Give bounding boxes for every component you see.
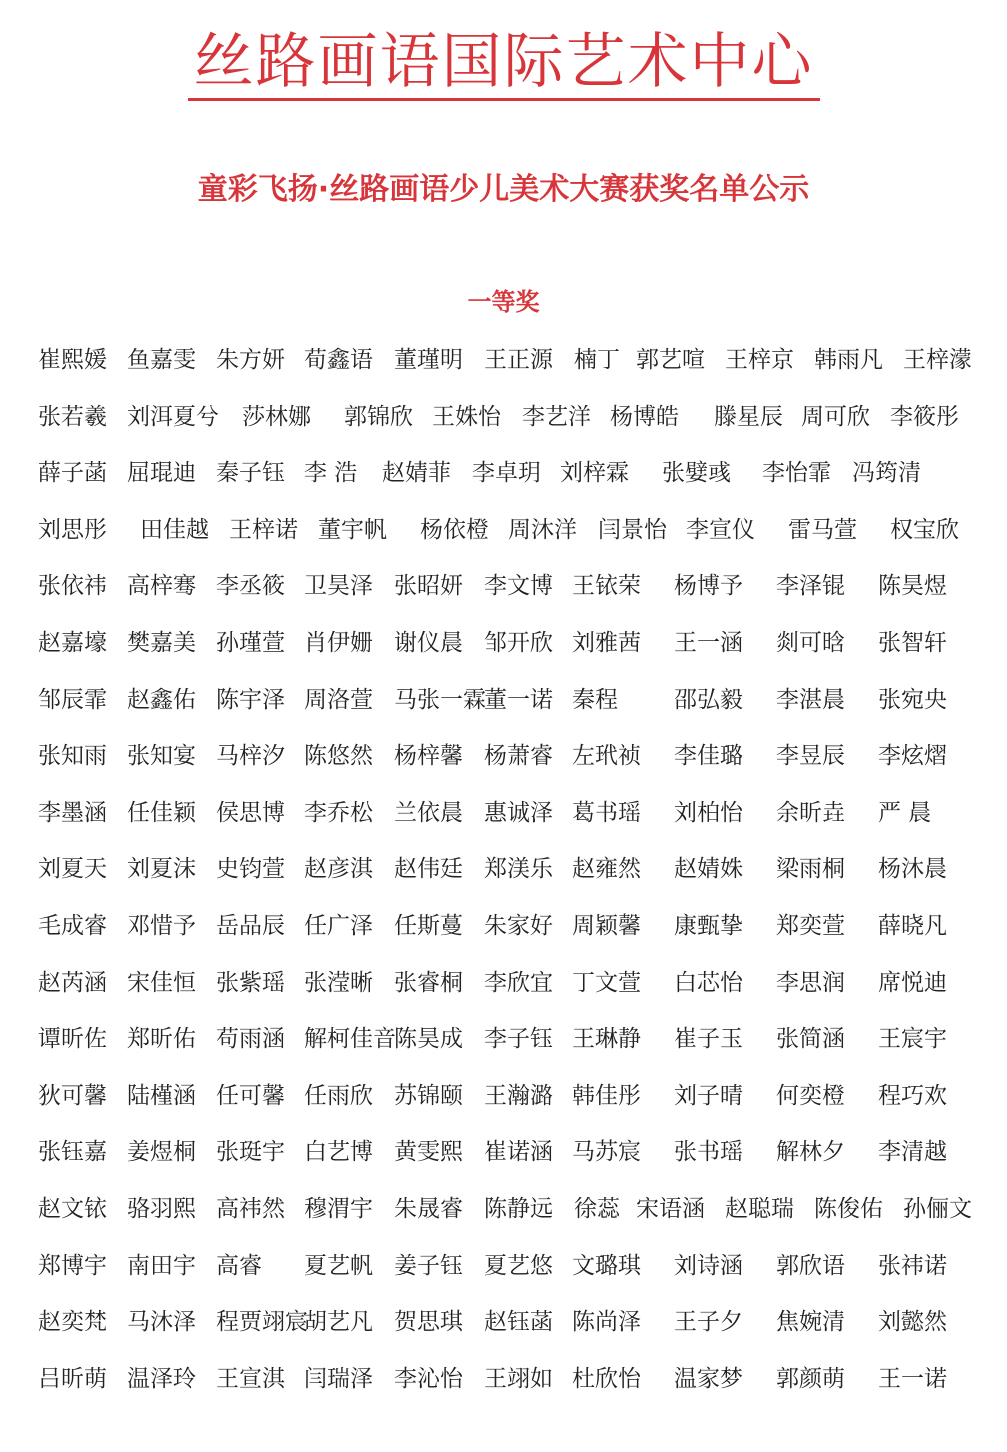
winner-name: 赵鑫佑	[127, 686, 196, 713]
winner-name: 张知宴	[127, 743, 196, 770]
winner-name: 滕星辰	[714, 403, 783, 430]
winner-name: 李文博	[484, 573, 553, 600]
winner-name: 孙瑾萱	[216, 629, 285, 656]
winner-name: 赵婧菲	[382, 460, 451, 487]
winner-name: 陈昊煜	[878, 573, 947, 600]
winner-name: 杨依橙	[420, 516, 489, 543]
winner-name: 秦子钰	[216, 460, 285, 487]
winner-name: 郑渼乐	[484, 856, 553, 883]
winner-name: 康甄挚	[674, 912, 743, 939]
winner-name: 冯筠清	[852, 460, 921, 487]
winner-name: 谭昕佐	[38, 1026, 107, 1053]
winner-name: 郑昕佑	[127, 1026, 196, 1053]
winner-name: 赵奕梵	[38, 1309, 107, 1336]
winner-name: 闫瑞泽	[304, 1365, 373, 1392]
winner-name: 丁文萱	[572, 969, 641, 996]
winner-name: 赵嘉壕	[38, 629, 107, 656]
winner-name: 张滢晰	[304, 969, 373, 996]
winner-name: 张嬖彧	[662, 460, 731, 487]
winner-name: 屈琨迪	[127, 460, 196, 487]
winner-name: 雷马萱	[788, 516, 857, 543]
winner-name: 宋语涵	[636, 1195, 705, 1222]
winner-name: 陈昊成	[394, 1026, 463, 1053]
name-row	[38, 785, 988, 842]
winner-name: 张知雨	[38, 743, 107, 770]
winner-name: 刘诗涵	[674, 1252, 743, 1279]
winner-name: 任雨欣	[304, 1082, 373, 1109]
winner-name: 剡可晗	[776, 629, 845, 656]
winner-name: 田佳越	[140, 516, 209, 543]
winner-name: 贺思琪	[394, 1309, 463, 1336]
winner-name: 骆羽熙	[127, 1195, 196, 1222]
name-row	[38, 1068, 988, 1125]
winner-name: 杨梓馨	[394, 743, 463, 770]
winner-name: 杨博皓	[610, 403, 679, 430]
name-row	[38, 1238, 988, 1295]
winner-name: 权宝欣	[890, 516, 959, 543]
winner-name: 刘夏沫	[127, 856, 196, 883]
winner-name: 程贾翊宸	[216, 1309, 308, 1336]
winner-name: 葛书瑶	[572, 799, 641, 826]
winner-name: 周洛萱	[304, 686, 373, 713]
winner-name: 刘懿然	[878, 1309, 947, 1336]
winner-name: 杜欣怡	[572, 1365, 641, 1392]
winner-name: 薛子菡	[38, 460, 107, 487]
winner-name: 王宸宇	[878, 1026, 947, 1053]
winner-name: 郭锦欣	[344, 403, 413, 430]
winner-name: 张宛央	[878, 686, 947, 713]
winner-name: 王梓濛	[903, 347, 972, 373]
winner-name: 李炫熠	[878, 743, 947, 770]
winner-name: 李湛晨	[776, 686, 845, 713]
winner-name: 郭颜萌	[776, 1365, 845, 1392]
winner-name: 马苏宸	[572, 1139, 641, 1166]
winner-name: 王子夕	[674, 1309, 743, 1336]
winner-name: 毛成睿	[38, 912, 107, 939]
winner-name: 张昭妍	[394, 573, 463, 600]
winner-name: 任广泽	[304, 912, 373, 939]
winner-name: 崔子玉	[674, 1026, 743, 1053]
winner-name: 李怡霏	[762, 460, 831, 487]
winner-name: 王姝怡	[432, 403, 501, 430]
winner-name: 白艺博	[304, 1139, 373, 1166]
winner-name: 任可馨	[216, 1082, 285, 1109]
winner-name: 樊嘉美	[127, 629, 196, 656]
winner-name: 周颖馨	[572, 912, 641, 939]
winner-name: 苏锦颐	[394, 1082, 463, 1109]
winner-name: 严 晨	[878, 799, 932, 826]
winner-name: 谢仪晨	[394, 629, 463, 656]
winner-name: 朱家好	[484, 912, 553, 939]
winner-name: 夏艺帆	[304, 1252, 373, 1279]
winner-name: 李沁怡	[394, 1365, 463, 1392]
winner-name: 胡艺凡	[304, 1309, 373, 1336]
winner-name: 徐蕊	[574, 1195, 620, 1222]
winner-name: 高睿	[216, 1252, 262, 1279]
winner-name: 陆槿涵	[127, 1082, 196, 1109]
winner-name: 卫昊泽	[304, 573, 373, 600]
winner-name: 周可欣	[801, 403, 870, 430]
winner-name: 郑奕萱	[776, 912, 845, 939]
name-row	[38, 672, 988, 729]
winner-name: 邓惜予	[127, 912, 196, 939]
name-row	[38, 728, 988, 785]
winner-name: 王铱荣	[572, 573, 641, 600]
name-row	[38, 1351, 988, 1408]
winner-name: 解柯佳音	[304, 1026, 396, 1053]
winner-name: 王一涵	[674, 629, 743, 656]
winner-name: 赵婧姝	[674, 856, 743, 883]
name-row	[38, 445, 988, 502]
winner-name: 惠诚泽	[484, 799, 553, 826]
winner-name: 鱼嘉雯	[127, 347, 196, 373]
winner-name: 张祎诺	[878, 1252, 947, 1279]
winner-name: 文璐琪	[572, 1252, 641, 1279]
winner-name: 王正源	[484, 347, 553, 373]
winner-name: 董瑾明	[394, 347, 463, 373]
winner-name: 崔熙媛	[38, 347, 107, 373]
winner-name: 狄可馨	[38, 1082, 107, 1109]
name-row	[38, 955, 988, 1012]
winner-name: 邹辰霏	[38, 686, 107, 713]
winner-name: 薛晓凡	[878, 912, 947, 939]
winner-name: 夏艺悠	[484, 1252, 553, 1279]
winner-name: 姜子钰	[394, 1252, 463, 1279]
name-row	[38, 615, 988, 672]
winner-name: 张依祎	[38, 573, 107, 600]
winner-name: 梁雨桐	[776, 856, 845, 883]
winner-name: 马张一霖	[394, 686, 486, 713]
winner-name: 白芯怡	[674, 969, 743, 996]
winner-name: 赵聪瑞	[725, 1195, 794, 1222]
winner-name: 焦婉清	[776, 1309, 845, 1336]
winner-name: 李艺洋	[522, 403, 591, 430]
winner-name: 李佳璐	[674, 743, 743, 770]
name-row	[38, 1294, 988, 1351]
winner-name: 赵芮涵	[38, 969, 107, 996]
name-row	[38, 502, 988, 559]
winner-name: 张智轩	[878, 629, 947, 656]
winner-name: 莎林娜	[242, 403, 311, 430]
winner-name: 张若羲	[38, 403, 107, 430]
winner-name: 邹开欣	[484, 629, 553, 656]
winner-name: 任佳颖	[127, 799, 196, 826]
winner-name: 李宣仪	[686, 516, 755, 543]
winner-name: 穆渭宇	[304, 1195, 373, 1222]
winner-name: 李欣宜	[484, 969, 553, 996]
winner-name: 赵雍然	[572, 856, 641, 883]
name-row	[38, 389, 988, 446]
name-row	[38, 1181, 988, 1238]
winner-name: 张钰嘉	[38, 1139, 107, 1166]
winner-name: 侯思博	[216, 799, 285, 826]
winner-name: 董宇帆	[318, 516, 387, 543]
winner-name: 董一诺	[484, 686, 553, 713]
winner-name: 王宣淇	[216, 1365, 285, 1392]
winner-name: 李清越	[878, 1139, 947, 1166]
winner-name: 王一诺	[878, 1365, 947, 1392]
winner-name: 温泽玲	[127, 1365, 196, 1392]
winner-name: 杨沐晨	[878, 856, 947, 883]
winner-name: 张睿桐	[394, 969, 463, 996]
winner-name: 李泽锟	[776, 573, 845, 600]
winner-name: 陈悠然	[304, 743, 373, 770]
winner-name: 刘雅茜	[572, 629, 641, 656]
name-row	[38, 1124, 988, 1181]
name-row	[38, 898, 988, 955]
winner-name: 左玳祯	[572, 743, 641, 770]
winner-name: 王翊如	[484, 1365, 553, 1392]
winner-name: 李乔松	[304, 799, 373, 826]
winner-name: 赵文铱	[38, 1195, 107, 1222]
winner-name-list	[38, 332, 988, 1407]
winner-name: 高祎然	[216, 1195, 285, 1222]
winner-name: 张珽宇	[216, 1139, 285, 1166]
winner-name: 宋佳恒	[127, 969, 196, 996]
winner-name: 王瀚潞	[484, 1082, 553, 1109]
winner-name: 陈俊佑	[814, 1195, 883, 1222]
winner-name: 崔诺涵	[484, 1139, 553, 1166]
winner-name: 李丞筱	[216, 573, 285, 600]
winner-name: 苟雨涵	[216, 1026, 285, 1053]
winner-name: 温家梦	[674, 1365, 743, 1392]
winner-name: 李卓玥	[472, 460, 541, 487]
winner-name: 杨博予	[674, 573, 743, 600]
winner-name: 余昕垚	[776, 799, 845, 826]
winner-name: 刘夏天	[38, 856, 107, 883]
winner-name: 肖伊姗	[304, 629, 373, 656]
winner-name: 楠丁	[574, 347, 620, 373]
winner-name: 陈尚泽	[572, 1309, 641, 1336]
winner-name: 邵弘毅	[674, 686, 743, 713]
winner-name: 吕昕萌	[38, 1365, 107, 1392]
winner-name: 韩佳彤	[572, 1082, 641, 1109]
first-prize-heading: 一等奖	[467, 288, 540, 316]
winner-name: 刘思彤	[38, 516, 107, 543]
winner-name: 高梓骞	[127, 573, 196, 600]
winner-name: 刘洱夏兮	[127, 403, 219, 430]
winner-name: 黄雯熙	[394, 1139, 463, 1166]
winner-name: 赵钰菡	[484, 1309, 553, 1336]
winner-name: 李筱彤	[890, 403, 959, 430]
winner-name: 朱方妍	[216, 347, 285, 373]
winner-name: 李子钰	[484, 1026, 553, 1053]
winner-name: 任斯蔓	[394, 912, 463, 939]
winner-name: 闫景怡	[598, 516, 667, 543]
winner-name: 郭艺喧	[636, 347, 705, 373]
winner-name: 赵伟廷	[394, 856, 463, 883]
name-row	[38, 332, 988, 389]
winner-name: 李昱辰	[776, 743, 845, 770]
winner-name: 李 浩	[304, 460, 358, 487]
winner-name: 张紫瑶	[216, 969, 285, 996]
winner-name: 程巧欢	[878, 1082, 947, 1109]
winner-name: 岳品辰	[216, 912, 285, 939]
winner-name: 秦程	[572, 686, 618, 713]
winner-name: 陈宇泽	[216, 686, 285, 713]
winner-name: 赵彦淇	[304, 856, 373, 883]
organization-title	[0, 22, 1007, 102]
winner-name: 史钧萱	[216, 856, 285, 883]
winner-name: 陈静远	[484, 1195, 553, 1222]
winner-name: 刘梓霖	[560, 460, 629, 487]
winner-name: 李墨涵	[38, 799, 107, 826]
winner-name: 何奕橙	[776, 1082, 845, 1109]
winner-name: 南田宇	[127, 1252, 196, 1279]
winner-name: 周沐洋	[508, 516, 577, 543]
winner-name: 荀鑫语	[304, 347, 373, 373]
winner-name: 杨萧睿	[484, 743, 553, 770]
winner-name: 朱晟睿	[394, 1195, 463, 1222]
winner-name: 孙俪文	[903, 1195, 972, 1222]
winner-name: 王琳静	[572, 1026, 641, 1053]
name-row	[38, 1011, 988, 1068]
winner-name: 席悦迪	[878, 969, 947, 996]
winner-name: 马梓汐	[216, 743, 285, 770]
winner-name: 王梓诺	[229, 516, 298, 543]
winner-name: 张书瑶	[674, 1139, 743, 1166]
winner-name: 姜煜桐	[127, 1139, 196, 1166]
winner-name: 郑博宇	[38, 1252, 107, 1279]
winner-name: 兰依晨	[394, 799, 463, 826]
winner-name: 韩雨凡	[814, 347, 883, 373]
name-row	[38, 841, 988, 898]
winner-name: 郭欣语	[776, 1252, 845, 1279]
notice-subtitle: 童彩飞扬·丝路画语少儿美术大赛获奖名单公示	[197, 172, 810, 207]
winner-name: 李思润	[776, 969, 845, 996]
organization-title-text: 丝路画语国际艺术中心	[188, 26, 820, 101]
winner-name: 刘柏怡	[674, 799, 743, 826]
winner-name: 张简涵	[776, 1026, 845, 1053]
winner-name: 王梓京	[725, 347, 794, 373]
winner-name: 刘子晴	[674, 1082, 743, 1109]
name-row	[38, 558, 988, 615]
winner-name: 解林夕	[776, 1139, 845, 1166]
winner-name: 马沐泽	[127, 1309, 196, 1336]
